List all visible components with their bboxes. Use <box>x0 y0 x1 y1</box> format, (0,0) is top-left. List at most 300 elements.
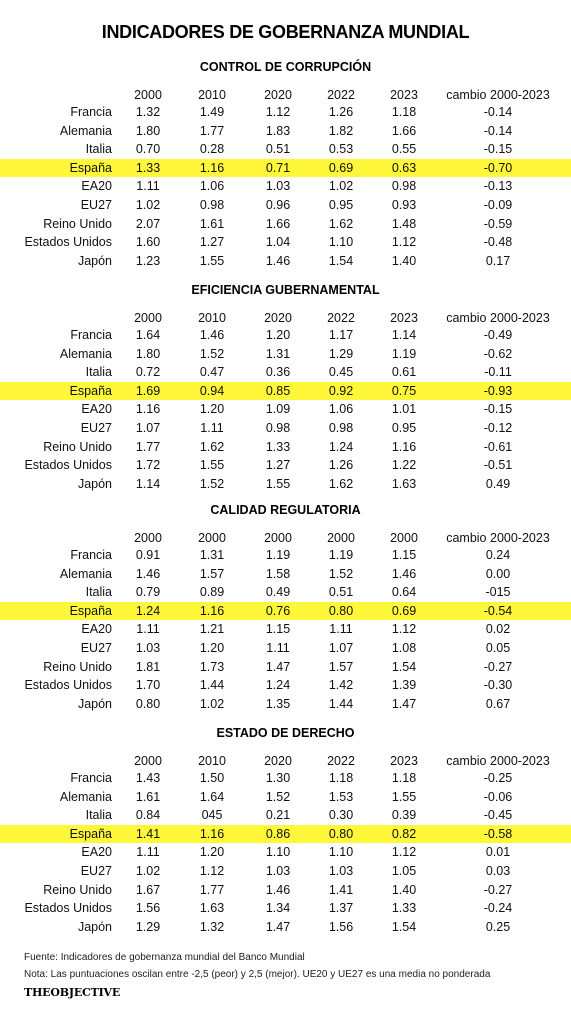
change-value: -0.45 <box>483 808 513 823</box>
score-value: 1.12 <box>391 845 417 860</box>
score-value: 0.95 <box>391 421 417 435</box>
score-value: 1.16 <box>199 160 225 175</box>
change-value: -0.54 <box>483 603 513 618</box>
score-value: 1.08 <box>391 641 417 655</box>
score-value: 1.43 <box>135 771 161 785</box>
score-value: 1.47 <box>265 919 291 934</box>
country-label: Italia <box>85 142 112 157</box>
score-value: 1.18 <box>391 771 417 785</box>
table-row <box>0 565 571 583</box>
score-value: 0.92 <box>328 383 354 398</box>
page-title: INDICADORES DE GOBERNANZA MUNDIAL <box>101 22 470 42</box>
country-label: España <box>69 603 112 618</box>
country-label: España <box>69 383 112 398</box>
change-value: 0.25 <box>485 919 511 934</box>
country-label: Reino Unido <box>43 882 112 897</box>
score-value: 0.89 <box>199 585 225 600</box>
column-header: 2023 <box>390 88 418 102</box>
column-header: cambio 2000-2023 <box>446 531 550 545</box>
score-value: 1.40 <box>391 882 417 897</box>
country-label: Francia <box>70 548 112 562</box>
score-value: 1.52 <box>328 566 354 581</box>
section-title: EFICIENCIA GUBERNAMENTAL <box>191 283 380 297</box>
score-value: 1.33 <box>135 160 161 175</box>
column-header: 2020 <box>264 311 292 325</box>
score-value: 1.82 <box>328 123 354 138</box>
table-row <box>0 177 571 195</box>
score-value: 1.11 <box>200 421 224 435</box>
table-row <box>0 583 571 601</box>
column-header: 2022 <box>327 311 355 325</box>
country-label: Francia <box>70 328 112 342</box>
score-value: 1.10 <box>328 845 354 860</box>
score-value: 1.18 <box>391 105 417 119</box>
score-value: 1.20 <box>199 845 225 860</box>
score-value: 1.03 <box>265 179 291 194</box>
change-value: 0.49 <box>485 476 511 491</box>
change-value: 0.03 <box>485 864 511 878</box>
table-row <box>0 122 571 140</box>
score-value: 1.40 <box>391 253 417 268</box>
score-value: 1.60 <box>135 235 161 250</box>
table-row <box>0 546 571 564</box>
change-value: 0.05 <box>485 641 511 655</box>
score-value: 1.07 <box>135 421 161 435</box>
column-header: 2023 <box>390 311 418 325</box>
change-value: -0.15 <box>483 402 513 417</box>
score-value: 1.11 <box>266 641 290 655</box>
table-row <box>0 806 571 824</box>
score-value: 0.76 <box>265 603 291 618</box>
change-value: -0.14 <box>483 123 513 138</box>
score-value: 1.17 <box>328 328 354 342</box>
score-value: 1.20 <box>199 402 225 417</box>
score-value: 1.63 <box>391 476 417 491</box>
score-value: 0.39 <box>391 808 417 823</box>
score-value: 1.29 <box>328 346 354 361</box>
score-value: 1.19 <box>328 548 354 562</box>
score-value: 1.10 <box>328 235 354 250</box>
table-row <box>0 881 571 899</box>
score-value: 1.47 <box>391 696 417 711</box>
score-value: 0.36 <box>265 365 291 380</box>
score-value: 1.49 <box>199 105 225 119</box>
country-label: Japón <box>77 476 112 491</box>
change-value: -0.58 <box>483 826 513 841</box>
score-value: 0.71 <box>265 160 291 175</box>
table-row <box>0 326 571 344</box>
score-value: 1.27 <box>265 458 291 473</box>
score-value: 0.95 <box>328 198 354 212</box>
country-label: Francia <box>70 105 112 119</box>
score-value: 0.72 <box>135 365 161 380</box>
change-value: -0.51 <box>483 458 513 473</box>
score-value: 0.69 <box>391 603 417 618</box>
score-value: 1.56 <box>328 919 354 934</box>
table-row <box>0 843 571 861</box>
score-value: 0.70 <box>135 142 161 157</box>
score-value: 1.27 <box>199 235 225 250</box>
table-row <box>0 382 571 400</box>
score-value: 1.57 <box>328 659 354 674</box>
country-label: Estados Unidos <box>24 901 112 916</box>
score-value: 1.02 <box>135 198 161 212</box>
score-value: 0.47 <box>199 365 225 380</box>
column-header: 2000 <box>134 531 162 545</box>
score-value: 1.15 <box>391 548 417 562</box>
country-label: EU27 <box>80 198 112 212</box>
score-value: 1.22 <box>391 458 417 473</box>
table-row <box>0 899 571 917</box>
change-value: 0.24 <box>485 548 511 562</box>
header-row <box>0 309 571 327</box>
table-row <box>0 196 571 214</box>
score-value: 1.06 <box>328 402 354 417</box>
score-value: 0.80 <box>328 603 354 618</box>
score-value: 0.86 <box>265 826 291 841</box>
country-label: Reino Unido <box>43 216 112 231</box>
score-value: 1.55 <box>391 789 417 804</box>
column-header: 2000 <box>134 311 162 325</box>
table-row <box>0 825 571 843</box>
score-value: 1.06 <box>199 179 225 194</box>
score-value: 0.51 <box>328 585 354 600</box>
score-value: 1.54 <box>391 659 417 674</box>
column-header: 2000 <box>264 531 292 545</box>
change-value: 0.17 <box>485 253 511 268</box>
score-value: 1.11 <box>136 845 160 860</box>
country-label: Estados Unidos <box>24 678 112 693</box>
score-value: 0.64 <box>391 585 417 600</box>
table-row <box>0 639 571 657</box>
country-label: Italia <box>85 808 112 823</box>
column-header: 2000 <box>327 531 355 545</box>
score-value: 1.72 <box>135 458 161 473</box>
score-value: 1.73 <box>199 659 225 674</box>
score-value: 1.12 <box>265 105 291 119</box>
score-value: 1.10 <box>265 845 291 860</box>
change-value: -0.11 <box>484 365 512 380</box>
score-value: 1.32 <box>199 919 225 934</box>
score-value: 1.26 <box>328 105 354 119</box>
column-header: 2010 <box>198 311 226 325</box>
column-header: 2022 <box>327 88 355 102</box>
column-header: 2000 <box>134 88 162 102</box>
change-value: -0.12 <box>483 421 513 435</box>
country-label: EA20 <box>81 179 112 194</box>
score-value: 1.20 <box>199 641 225 655</box>
score-value: 1.44 <box>199 678 225 693</box>
change-value: 0.01 <box>485 845 511 860</box>
column-header: 2000 <box>134 754 162 768</box>
score-value: 1.54 <box>328 253 354 268</box>
score-value: 0.93 <box>391 198 417 212</box>
header-row <box>0 86 571 104</box>
column-header: 2000 <box>390 531 418 545</box>
score-value: 1.19 <box>391 346 417 361</box>
scale-note: Nota: Las puntuaciones oscilan entre -2,5 (peor) y 2,5 (mejor). UE20 y UE27 es una media no ponderada <box>24 969 491 980</box>
score-value: 1.55 <box>265 476 291 491</box>
score-value: 1.46 <box>391 566 417 581</box>
score-value: 1.80 <box>135 123 161 138</box>
change-value: -0.14 <box>483 105 513 119</box>
score-value: 0.69 <box>328 160 354 175</box>
column-header: 2023 <box>390 754 418 768</box>
score-value: 1.77 <box>199 123 225 138</box>
country-label: Reino Unido <box>43 659 112 674</box>
score-value: 0.80 <box>328 826 354 841</box>
column-header: 2020 <box>264 88 292 102</box>
score-value: 1.62 <box>328 216 354 231</box>
score-value: 1.62 <box>199 439 225 454</box>
table-row <box>0 159 571 177</box>
country-label: EA20 <box>81 622 112 637</box>
table-row <box>0 363 571 381</box>
country-label: España <box>69 826 112 841</box>
score-value: 1.64 <box>199 789 225 804</box>
score-value: 1.18 <box>328 771 354 785</box>
score-value: 1.16 <box>391 439 417 454</box>
table-row <box>0 345 571 363</box>
table-row <box>0 658 571 676</box>
section-title: CONTROL DE CORRUPCIÓN <box>199 60 372 74</box>
publisher-logo: THEOBJECTIVE <box>24 986 121 999</box>
score-value: 0.98 <box>328 421 354 435</box>
score-value: 1.83 <box>265 123 291 138</box>
score-value: 1.05 <box>391 864 417 878</box>
score-value: 1.03 <box>135 641 161 655</box>
score-value: 1.64 <box>135 328 161 342</box>
table-row <box>0 140 571 158</box>
table-row <box>0 695 571 713</box>
score-value: 1.56 <box>135 901 161 916</box>
score-value: 1.58 <box>265 566 291 581</box>
score-value: 0.63 <box>391 160 417 175</box>
score-value: 1.12 <box>199 864 225 878</box>
header-row <box>0 529 571 547</box>
country-label: España <box>69 160 112 175</box>
score-value: 1.80 <box>135 346 161 361</box>
score-value: 1.48 <box>391 216 417 231</box>
change-value: -0.93 <box>483 383 513 398</box>
score-value: 1.53 <box>328 789 354 804</box>
score-value: 1.20 <box>265 328 291 342</box>
score-value: 1.41 <box>328 882 354 897</box>
table-row <box>0 438 571 456</box>
score-value: 045 <box>201 808 223 823</box>
score-value: 1.11 <box>329 622 353 637</box>
header-row <box>0 752 571 770</box>
change-value: -0.15 <box>483 142 513 157</box>
score-value: 1.52 <box>199 476 225 491</box>
score-value: 1.46 <box>265 882 291 897</box>
score-value: 1.02 <box>199 696 225 711</box>
country-label: Japón <box>77 919 112 934</box>
score-value: 1.24 <box>265 678 291 693</box>
score-value: 1.23 <box>135 253 161 268</box>
score-value: 0.30 <box>328 808 354 823</box>
score-value: 1.69 <box>135 383 161 398</box>
score-value: 1.81 <box>135 659 161 674</box>
column-header: cambio 2000-2023 <box>446 88 550 102</box>
score-value: 1.54 <box>391 919 417 934</box>
table-row <box>0 103 571 121</box>
score-value: 1.30 <box>265 771 291 785</box>
score-value: 1.12 <box>391 622 417 637</box>
score-value: 1.01 <box>391 402 417 417</box>
country-label: Japón <box>77 253 112 268</box>
table-row <box>0 676 571 694</box>
change-value: -0.27 <box>483 882 513 897</box>
table-row <box>0 475 571 493</box>
score-value: 1.55 <box>199 458 225 473</box>
change-value: -0.59 <box>483 216 513 231</box>
score-value: 1.19 <box>265 548 291 562</box>
change-value: -0.06 <box>483 789 513 804</box>
score-value: 1.09 <box>265 402 291 417</box>
country-label: Japón <box>77 696 112 711</box>
table-row <box>0 419 571 437</box>
score-value: 2.07 <box>135 216 161 231</box>
column-header: cambio 2000-2023 <box>446 754 550 768</box>
score-value: 0.28 <box>199 142 225 157</box>
change-value: 0.67 <box>485 696 511 711</box>
table-row <box>0 788 571 806</box>
change-value: -0.30 <box>483 678 513 693</box>
score-value: 1.66 <box>265 216 291 231</box>
score-value: 0.98 <box>391 179 417 194</box>
table-row <box>0 769 571 787</box>
score-value: 0.49 <box>265 585 291 600</box>
column-header: cambio 2000-2023 <box>446 311 550 325</box>
score-value: 1.07 <box>328 641 354 655</box>
score-value: 1.55 <box>199 253 225 268</box>
score-value: 1.62 <box>328 476 354 491</box>
score-value: 1.33 <box>265 439 291 454</box>
score-value: 1.11 <box>136 179 160 194</box>
country-label: Italia <box>85 365 112 380</box>
score-value: 1.04 <box>265 235 291 250</box>
change-value: -015 <box>485 585 511 600</box>
score-value: 1.77 <box>199 882 225 897</box>
score-value: 1.32 <box>135 105 161 119</box>
change-value: 0.02 <box>485 622 511 637</box>
score-value: 0.85 <box>265 383 291 398</box>
column-header: 2000 <box>198 531 226 545</box>
score-value: 1.35 <box>265 696 291 711</box>
country-label: Reino Unido <box>43 439 112 454</box>
change-value: -0.70 <box>483 160 513 175</box>
table-row <box>0 862 571 880</box>
score-value: 1.31 <box>265 346 291 361</box>
country-label: Estados Unidos <box>24 458 112 473</box>
section-title: ESTADO DE DERECHO <box>216 726 355 740</box>
score-value: 1.61 <box>199 216 225 231</box>
change-value: -0.61 <box>483 439 513 454</box>
score-value: 1.12 <box>391 235 417 250</box>
score-value: 1.21 <box>199 622 225 637</box>
score-value: 1.67 <box>135 882 161 897</box>
score-value: 0.51 <box>265 142 291 157</box>
score-value: 0.75 <box>391 383 417 398</box>
score-value: 1.52 <box>265 789 291 804</box>
country-label: Alemania <box>59 566 112 581</box>
score-value: 1.24 <box>328 439 354 454</box>
country-label: Francia <box>70 771 112 785</box>
score-value: 0.96 <box>265 198 291 212</box>
score-value: 1.26 <box>328 458 354 473</box>
column-header: 2010 <box>198 88 226 102</box>
score-value: 0.55 <box>391 142 417 157</box>
score-value: 1.77 <box>135 439 161 454</box>
score-value: 0.94 <box>199 383 225 398</box>
score-value: 1.15 <box>265 622 291 637</box>
table-row <box>0 918 571 936</box>
table-row <box>0 252 571 270</box>
score-value: 0.53 <box>328 142 354 157</box>
score-value: 1.16 <box>135 402 161 417</box>
score-value: 1.66 <box>391 123 417 138</box>
score-value: 1.33 <box>391 901 417 916</box>
country-label: EA20 <box>81 402 112 417</box>
score-value: 0.91 <box>135 548 161 562</box>
country-label: EU27 <box>80 641 112 655</box>
score-value: 0.21 <box>265 808 291 823</box>
score-value: 1.14 <box>391 328 417 342</box>
score-value: 0.82 <box>391 826 417 841</box>
change-value: -0.48 <box>483 235 513 250</box>
section-title: CALIDAD REGULATORIA <box>210 503 361 517</box>
country-label: Italia <box>85 585 112 600</box>
score-value: 1.31 <box>199 548 225 562</box>
score-value: 1.47 <box>265 659 291 674</box>
score-value: 0.79 <box>135 585 161 600</box>
column-header: 2010 <box>198 754 226 768</box>
country-label: Estados Unidos <box>24 235 112 250</box>
score-value: 0.98 <box>199 198 225 212</box>
score-value: 1.46 <box>135 566 161 581</box>
source-note: Fuente: Indicadores de gobernanza mundial del Banco Mundial <box>24 952 305 963</box>
table-row <box>0 400 571 418</box>
score-value: 1.03 <box>265 864 291 878</box>
column-header: 2022 <box>327 754 355 768</box>
change-value: -0.25 <box>483 771 513 785</box>
score-value: 0.61 <box>391 365 417 380</box>
score-value: 1.50 <box>199 771 225 785</box>
score-value: 1.02 <box>328 179 354 194</box>
score-value: 1.46 <box>265 253 291 268</box>
change-value: -0.09 <box>483 198 513 212</box>
change-value: -0.49 <box>483 328 513 342</box>
score-value: 0.98 <box>265 421 291 435</box>
score-value: 1.57 <box>199 566 225 581</box>
score-value: 1.52 <box>199 346 225 361</box>
score-value: 1.46 <box>199 328 225 342</box>
country-label: Alemania <box>59 789 112 804</box>
country-label: Alemania <box>59 346 112 361</box>
score-value: 1.44 <box>328 696 354 711</box>
score-value: 1.41 <box>135 826 161 841</box>
table-row <box>0 456 571 474</box>
score-value: 1.16 <box>199 826 225 841</box>
score-value: 1.70 <box>135 678 161 693</box>
table-row <box>0 215 571 233</box>
change-value: -0.27 <box>483 659 513 674</box>
score-value: 1.14 <box>135 476 161 491</box>
change-value: 0.00 <box>485 566 511 581</box>
score-value: 0.84 <box>135 808 161 823</box>
table-row <box>0 233 571 251</box>
